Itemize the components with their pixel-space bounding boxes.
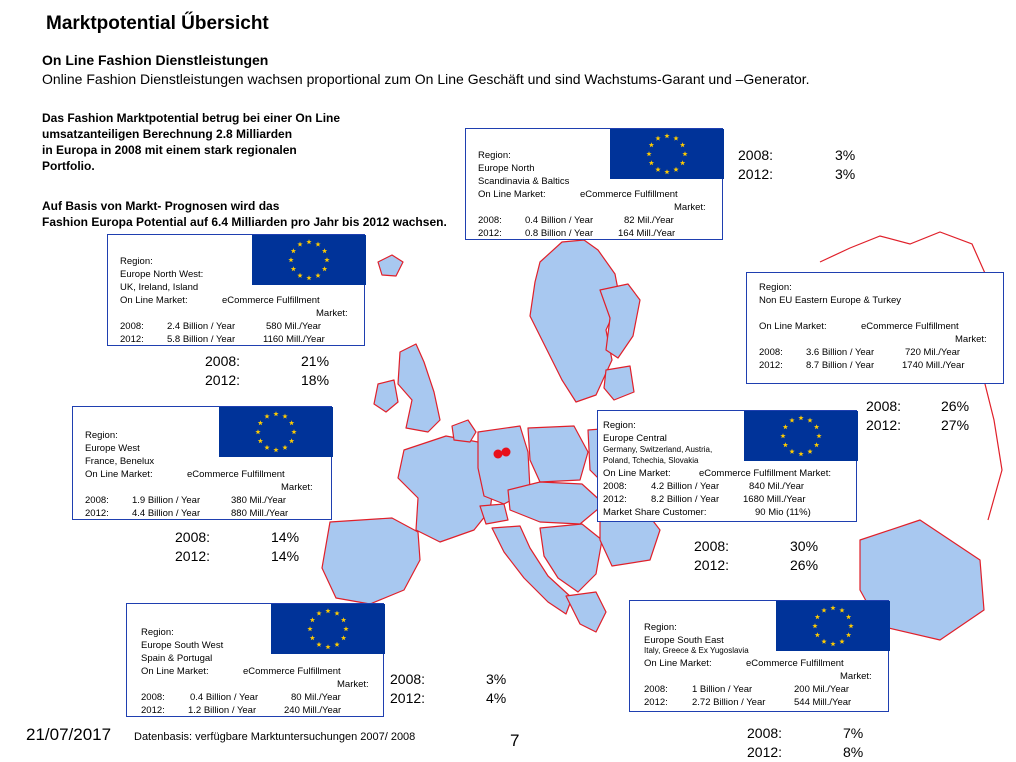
- fulfillment-label-market: Market:: [840, 671, 872, 682]
- region-countries: [759, 307, 901, 320]
- eu-flag-star: [807, 418, 812, 423]
- eu-flag-star: [316, 642, 321, 647]
- eu-flag-icon: [610, 129, 724, 179]
- fulfillment-label: eCommerce Fulfillment: [861, 321, 959, 332]
- region-box-northwest: [107, 234, 365, 346]
- pct-value-2012: 8%: [843, 744, 864, 760]
- market-header-row2: [644, 670, 872, 683]
- region-name: Europe North: [478, 163, 535, 174]
- eu-flag-star: [273, 411, 278, 416]
- eu-flag-star: [780, 433, 785, 438]
- paragraph-line: Das Fashion Marktpotential betrug bei einer On Line: [42, 111, 341, 125]
- region-label: Region:: [120, 256, 153, 267]
- eu-flag-star: [798, 451, 803, 456]
- eu-flag-star: [839, 639, 844, 644]
- region-countries: Germany, Switzerland, Austria,: [603, 445, 713, 454]
- pct-year-2008: 2008:: [390, 671, 426, 687]
- region-label: Region:: [603, 420, 636, 431]
- market-value-2008: 4.2 Billion / Year: [651, 481, 720, 492]
- eu-flag-star: [815, 614, 820, 619]
- subtitle-heading: On Line Fashion Dienstleistungen: [42, 52, 269, 68]
- pct-year-2008: 2008:: [738, 147, 774, 163]
- eu-flag-star: [783, 424, 788, 429]
- eu-flag-star: [322, 266, 327, 271]
- online-market-label: On Line Market:: [85, 469, 153, 480]
- eu-flag-star: [815, 632, 820, 637]
- eu-flag-star: [655, 136, 660, 141]
- fulfillment-value-2008: 82 Mil./Year: [624, 215, 674, 226]
- eu-flag-icon: [252, 235, 366, 285]
- pct-value-2012: 27%: [941, 417, 970, 433]
- paragraph-line: Portfolio.: [42, 159, 95, 173]
- pct-year-2008: 2008:: [747, 725, 783, 741]
- paragraph-forecast-2012: [42, 198, 447, 230]
- region-name: Europe South East: [644, 635, 724, 646]
- pct-year-2008: 2008:: [694, 538, 730, 554]
- region-name: Non EU Eastern Europe & Turkey: [759, 295, 902, 306]
- year-2008: 2008:: [478, 215, 502, 226]
- pct-year-2008: 2008:: [175, 529, 211, 545]
- eu-flag-star: [830, 641, 835, 646]
- region-name: Europe North West:: [120, 269, 204, 280]
- pct-value-2008: 7%: [843, 725, 864, 741]
- row-2012: [759, 359, 965, 372]
- year-2008: 2008:: [644, 684, 668, 695]
- market-header-row2: [120, 307, 348, 320]
- region-name: Europe Central: [603, 433, 667, 444]
- region-box-eastern: [746, 272, 1004, 384]
- eu-flag-icon: [776, 601, 890, 651]
- growth-share-southeast: [747, 724, 864, 762]
- fulfillment-value-2012: 1160 Mill./Year: [263, 334, 325, 345]
- market-value-2012: 4.4 Billion / Year: [132, 508, 201, 519]
- pct-value-2012: 18%: [301, 372, 330, 388]
- map-central: [508, 482, 604, 524]
- row-2012: [141, 704, 342, 717]
- row-2008: [644, 683, 850, 696]
- pct-value-2012: 4%: [486, 690, 507, 706]
- market-value-2012: 8.7 Billion / Year: [806, 360, 875, 371]
- eu-flag-star: [649, 160, 654, 165]
- market-share-row: [603, 506, 811, 519]
- fulfillment-label-market: Market:: [316, 308, 348, 319]
- eu-flag-stars: [776, 601, 890, 651]
- page-number: 7: [510, 731, 520, 750]
- fulfillment-value-2012: 240 Mill./Year: [284, 705, 342, 716]
- eu-flag-star: [341, 635, 346, 640]
- eu-flag-star: [664, 169, 669, 174]
- fulfillment-value-2012: 1680 Mill./Year: [743, 494, 806, 505]
- market-header-row: [478, 188, 678, 201]
- year-2008: 2008:: [120, 321, 144, 332]
- region-countries: Poland, Tchechia, Slovakia: [603, 456, 699, 465]
- eu-flag-stars: [744, 411, 858, 461]
- eu-flag-star: [315, 242, 320, 247]
- online-market-label: On Line Market:: [141, 666, 209, 677]
- eu-flag-star: [682, 151, 687, 156]
- eu-flag-star: [673, 167, 678, 172]
- eu-flag-star: [680, 142, 685, 147]
- eu-flag-star: [289, 438, 294, 443]
- market-value-2008: 0.4 Billion / Year: [525, 215, 594, 226]
- eu-flag-star: [273, 447, 278, 452]
- eu-flag-star: [307, 626, 312, 631]
- market-value-2008: 3.6 Billion / Year: [806, 347, 875, 358]
- online-market-label: On Line Market:: [644, 658, 712, 669]
- map-marker-1: [494, 450, 503, 459]
- pct-year-2012: 2012:: [175, 548, 211, 564]
- row-2012: [120, 333, 325, 346]
- eu-flag-star: [341, 617, 346, 622]
- growth-share-central: [694, 537, 819, 575]
- eu-flag-star: [306, 275, 311, 280]
- row-2008: [603, 480, 805, 493]
- map-iceland: [378, 255, 403, 276]
- row-2008: [478, 214, 674, 227]
- market-value-2012: 0.8 Billion / Year: [525, 228, 594, 239]
- fulfillment-label-market: Market:: [337, 679, 369, 690]
- eu-flag-star: [846, 614, 851, 619]
- market-value-2008: 1.9 Billion / Year: [132, 495, 201, 506]
- row-2008: [141, 691, 341, 704]
- eu-flag-star: [306, 239, 311, 244]
- region-label: Region:: [644, 622, 677, 633]
- eu-flag-star: [316, 611, 321, 616]
- region-countries: Spain & Portugal: [141, 653, 213, 664]
- pct-value-2008: 21%: [301, 353, 330, 369]
- fulfillment-value-2012: 544 Mill./Year: [794, 697, 852, 708]
- map-benelux: [452, 420, 476, 442]
- year-2012: 2012:: [120, 334, 144, 345]
- fulfillment-label: eCommerce Fulfillment: [746, 658, 844, 669]
- row-2008: [759, 346, 961, 359]
- fulfillment-label-market: Market:: [674, 202, 706, 213]
- eu-flag-star: [814, 424, 819, 429]
- market-value-2012: 2.72 Billion / Year: [692, 697, 766, 708]
- pct-year-2012: 2012:: [747, 744, 783, 760]
- eu-flag-star: [310, 617, 315, 622]
- footer-source: Datenbasis: verfügbare Marktuntersuchungen 2007/ 2008: [134, 731, 416, 743]
- region-name: Europe South West: [141, 640, 224, 651]
- year-2012: 2012:: [759, 360, 783, 371]
- eu-flag-star: [673, 136, 678, 141]
- fulfillment-value-2008: 720 Mil./Year: [905, 347, 961, 358]
- year-2012: 2012:: [478, 228, 502, 239]
- eu-flag-star: [297, 273, 302, 278]
- market-share-value: 90 Mio (11%): [755, 507, 811, 518]
- fulfillment-value-2008: 200 Mil./Year: [794, 684, 850, 695]
- fulfillment-label-market: Market:: [281, 482, 313, 493]
- paragraph-market-2008: [42, 110, 340, 174]
- map-ireland: [374, 380, 398, 412]
- fulfillment-value-2008: 80 Mil./Year: [291, 692, 341, 703]
- region-box-southwest: [126, 603, 384, 717]
- eu-flag-star: [258, 438, 263, 443]
- region-box-central: [597, 410, 857, 522]
- eu-flag-star: [291, 248, 296, 253]
- eu-flag-icon: [219, 407, 333, 457]
- region-label: Region:: [759, 282, 792, 293]
- eu-flag-star: [291, 266, 296, 271]
- eu-flag-star: [322, 248, 327, 253]
- market-header-row: [141, 665, 341, 678]
- subtitle-text: Online Fashion Dienstleistungen wachsen proportional zum On Line Geschäft und sind Wachstums-Garant und –Generator.: [42, 71, 810, 87]
- growth-share-eastern: [866, 397, 970, 435]
- eu-flag-star: [343, 626, 348, 631]
- paragraph-line: umsatzanteiligen Berechnung 2.8 Milliarden: [42, 127, 293, 141]
- map-uk: [398, 344, 440, 432]
- row-2012: [644, 696, 852, 709]
- eu-flag-star: [334, 611, 339, 616]
- pct-year-2008: 2008:: [866, 398, 902, 414]
- market-header-row2: [85, 481, 313, 494]
- market-header-row: [759, 320, 959, 333]
- online-market-label: On Line Market:: [603, 468, 671, 479]
- growth-share-northwest: [205, 352, 330, 390]
- pct-value-2012: 14%: [271, 548, 300, 564]
- market-header-row: [120, 294, 320, 307]
- market-share-label: Market Share Customer:: [603, 507, 707, 518]
- paragraph-line: in Europa in 2008 mit einem stark regionalen: [42, 143, 297, 157]
- region-countries: France, Benelux: [85, 456, 155, 467]
- fulfillment-value-2012: 164 Mill./Year: [618, 228, 676, 239]
- fulfillment-label-market: Market:: [955, 334, 987, 345]
- map-switzerland: [480, 504, 508, 524]
- map-marker-2: [502, 448, 511, 457]
- eu-flag-star: [325, 608, 330, 613]
- row-2012: [478, 227, 676, 240]
- pct-year-2012: 2012:: [738, 166, 774, 182]
- eu-flag-stars: [610, 129, 724, 179]
- region-label: Region:: [141, 627, 174, 638]
- map-iberia: [322, 518, 420, 604]
- eu-flag-icon: [744, 411, 858, 461]
- eu-flag-stars: [219, 407, 333, 457]
- eu-flag-star: [264, 445, 269, 450]
- fulfillment-value-2008: 580 Mil./Year: [266, 321, 322, 332]
- eu-flag-star: [255, 429, 260, 434]
- pct-year-2008: 2008:: [205, 353, 241, 369]
- fulfillment-value-2008: 380 Mil./Year: [231, 495, 287, 506]
- region-name: Europe West: [85, 443, 140, 454]
- region-countries: Italy, Greece & Ex Yugoslavia: [644, 646, 749, 655]
- region-label: Region:: [478, 150, 511, 161]
- market-header-row: [85, 468, 285, 481]
- market-value-2012: 1.2 Billion / Year: [188, 705, 257, 716]
- eu-flag-star: [655, 167, 660, 172]
- footer-date: 21/07/2017: [26, 725, 112, 744]
- year-2008: 2008:: [603, 481, 627, 492]
- page-title: Marktpotential Űbersicht: [46, 13, 269, 34]
- growth-share-west: [175, 528, 300, 566]
- market-value-2008: 2.4 Billion / Year: [167, 321, 236, 332]
- fulfillment-value-2008: 840 Mil./Year: [749, 481, 805, 492]
- region-box-west: [72, 406, 332, 520]
- eu-flag-star: [821, 608, 826, 613]
- pct-value-2012: 3%: [835, 166, 856, 182]
- online-market-label: On Line Market:: [478, 189, 546, 200]
- growth-share-north: [738, 146, 856, 184]
- eu-flag-star: [821, 639, 826, 644]
- map-baltics: [604, 366, 634, 400]
- pct-year-2012: 2012:: [694, 557, 730, 573]
- eu-flag-star: [291, 429, 296, 434]
- row-2008: [85, 494, 287, 507]
- eu-flag-star: [680, 160, 685, 165]
- eu-flag-star: [814, 442, 819, 447]
- pct-value-2008: 26%: [941, 398, 970, 414]
- paragraph-line: Auf Basis von Markt- Prognosen wird das: [42, 199, 280, 213]
- eu-flag-star: [664, 133, 669, 138]
- eu-flag-star: [646, 151, 651, 156]
- eu-flag-star: [789, 449, 794, 454]
- eu-flag-star: [846, 632, 851, 637]
- market-header-row: [603, 467, 831, 480]
- market-value-2008: 0.4 Billion / Year: [190, 692, 259, 703]
- eu-flag-star: [807, 449, 812, 454]
- region-label: Region:: [85, 430, 118, 441]
- region-countries: UK, Ireland, Island: [120, 282, 199, 293]
- year-2008: 2008:: [85, 495, 109, 506]
- eu-flag-star: [848, 623, 853, 628]
- market-value-2008: 1 Billion / Year: [692, 684, 753, 695]
- market-value-2012: 8.2 Billion / Year: [651, 494, 720, 505]
- map-greece: [566, 592, 606, 632]
- fulfillment-label: eCommerce Fulfillment: [243, 666, 341, 677]
- market-value-2012: 5.8 Billion / Year: [167, 334, 236, 345]
- pct-value-2012: 26%: [790, 557, 819, 573]
- market-header-row: [644, 657, 844, 670]
- eu-flag-star: [310, 635, 315, 640]
- map-poland: [528, 426, 588, 482]
- eu-flag-star: [334, 642, 339, 647]
- fulfillment-value-2012: 880 Mill./Year: [231, 508, 289, 519]
- year-2012: 2012:: [603, 494, 627, 505]
- eu-flag-star: [783, 442, 788, 447]
- online-market-label: On Line Market:: [759, 321, 827, 332]
- pct-year-2012: 2012:: [205, 372, 241, 388]
- row-2012: [603, 493, 806, 506]
- eu-flag-stars: [252, 235, 366, 285]
- eu-flag-star: [289, 420, 294, 425]
- online-market-label: On Line Market:: [120, 295, 188, 306]
- eu-flag-star: [798, 415, 803, 420]
- paragraph-line: Fashion Europa Potential auf 6.4 Milliarden pro Jahr bis 2012 wachsen.: [42, 215, 447, 229]
- eu-flag-star: [258, 420, 263, 425]
- eu-flag-star: [325, 644, 330, 649]
- eu-flag-star: [264, 414, 269, 419]
- row-2012: [85, 507, 289, 520]
- region-box-north: [465, 128, 723, 240]
- eu-flag-star: [315, 273, 320, 278]
- eu-flag-star: [812, 623, 817, 628]
- market-header-row2: [141, 678, 369, 691]
- eu-flag-star: [297, 242, 302, 247]
- pct-value-2008: 30%: [790, 538, 819, 554]
- fulfillment-value-2012: 1740 Mill./Year: [902, 360, 965, 371]
- eu-flag-stars: [271, 604, 385, 654]
- eu-flag-star: [324, 257, 329, 262]
- eu-flag-star: [288, 257, 293, 262]
- pct-year-2012: 2012:: [866, 417, 902, 433]
- fulfillment-label: eCommerce Fulfillment: [222, 295, 320, 306]
- fulfillment-label: eCommerce Fulfillment Market:: [699, 468, 831, 479]
- year-2008: 2008:: [759, 347, 783, 358]
- eu-flag-star: [830, 605, 835, 610]
- eu-flag-icon: [271, 604, 385, 654]
- year-2008: 2008:: [141, 692, 165, 703]
- pct-value-2008: 14%: [271, 529, 300, 545]
- eu-flag-star: [839, 608, 844, 613]
- region-box-southeast: [629, 600, 889, 712]
- eu-flag-star: [282, 414, 287, 419]
- year-2012: 2012:: [141, 705, 165, 716]
- eu-flag-star: [649, 142, 654, 147]
- market-header-row2: [478, 201, 706, 214]
- eu-flag-star: [282, 445, 287, 450]
- fulfillment-label: eCommerce Fulfillment: [187, 469, 285, 480]
- year-2012: 2012:: [85, 508, 109, 519]
- fulfillment-label: eCommerce Fulfillment: [580, 189, 678, 200]
- market-header-row2: [759, 333, 987, 346]
- pct-value-2008: 3%: [835, 147, 856, 163]
- region-countries: Scandinavia & Baltics: [478, 176, 570, 187]
- eu-flag-star: [816, 433, 821, 438]
- growth-share-southwest: [390, 670, 507, 708]
- eu-flag-star: [789, 418, 794, 423]
- pct-value-2008: 3%: [486, 671, 507, 687]
- row-2008: [120, 320, 322, 333]
- pct-year-2012: 2012:: [390, 690, 426, 706]
- year-2012: 2012:: [644, 697, 668, 708]
